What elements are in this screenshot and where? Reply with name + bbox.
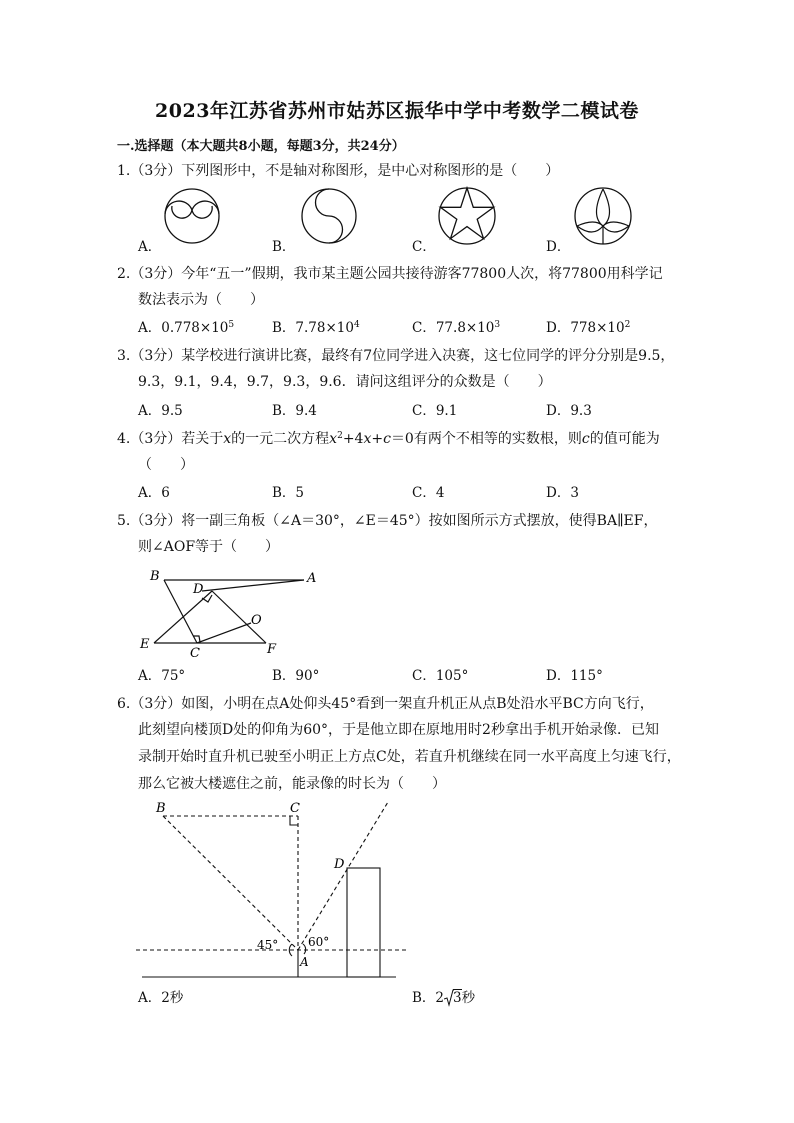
- question-4-line-2: （ ）: [138, 457, 194, 473]
- fig5-label-d: D: [193, 582, 204, 597]
- q5-option-b[interactable]: B．90°: [272, 668, 320, 684]
- q1-option-b[interactable]: B．: [272, 239, 296, 255]
- question-6-line-2: 此刻望向楼顶D处的仰角为60°，于是他立即在原地用时2秒拿出手机开始录像．已知: [138, 722, 659, 738]
- question-4-line-1: 4.（3分）若关于x的一元二次方程$x^2+4x+c=0$有两个不相等的实数根，则c的值可能为: [117, 431, 660, 447]
- q5-option-c[interactable]: C．105°: [412, 668, 469, 684]
- q4-option-d[interactable]: D．3: [546, 485, 579, 501]
- fig6-label-b: B: [156, 801, 166, 816]
- fig6-label-a: A: [300, 955, 309, 969]
- q6-option-a[interactable]: A．2秒: [138, 990, 184, 1006]
- question-1-figures: [150, 188, 650, 248]
- figure-c: [439, 188, 495, 244]
- fig6-label-c: C: [290, 801, 300, 816]
- figure-a: [165, 189, 219, 243]
- q6-option-b[interactable]: B．2 3秒: [412, 990, 476, 1006]
- q3-option-a[interactable]: A．9.5: [138, 403, 183, 419]
- question-3-line-1: 3.（3分）某学校进行演讲比赛，最终有7位同学进入决赛，这七位同学的评分分别是9.5，: [117, 348, 675, 364]
- question-6-line-4: 那么它被大楼遮住之前，能录像的时长为（ ）: [138, 776, 446, 792]
- q2-option-c[interactable]: C．$77.8\times 10^3$: [412, 320, 501, 336]
- q4-option-b[interactable]: B．5: [272, 485, 305, 501]
- q1-option-d[interactable]: D．: [546, 239, 571, 255]
- q2-option-b[interactable]: B．$7.78\times 10^4$: [272, 320, 360, 336]
- question-6-line-3: 录制开始时直升机已驶至小明正上方点C处，若直升机继续在同一水平高度上匀速飞行，: [138, 749, 681, 765]
- section-heading: 一.选择题（本大题共8小题，每题3分，共24分）: [117, 139, 405, 154]
- q3-option-b[interactable]: B．9.4: [272, 403, 317, 419]
- question-2-line-2: 数法表示为（ ）: [138, 292, 264, 308]
- fig5-label-f: F: [267, 642, 277, 657]
- fig5-label-b: B: [150, 569, 160, 584]
- fig6-angle-60: 60°: [308, 935, 330, 949]
- fig5-label-c: C: [190, 646, 200, 661]
- q3-option-d[interactable]: D．9.3: [546, 403, 592, 419]
- q5-option-d[interactable]: D．115°: [546, 668, 603, 684]
- fig5-label-o: O: [251, 613, 262, 628]
- question-5-figure: [136, 564, 326, 660]
- question-6-line-1: 6.（3分）如图，小明在点A处仰头45°看到一架直升机正从点B处沿水平BC方向飞行，: [117, 696, 654, 712]
- sqrt-symbol-icon: [444, 989, 454, 1007]
- page-title: 2023年江苏省苏州市姑苏区振华中学中考数学二模试卷: [155, 100, 639, 122]
- q2-option-a[interactable]: A．$0.778\times 10^5$: [138, 320, 235, 336]
- q4-option-a[interactable]: A．6: [138, 485, 170, 501]
- question-6-figure: [136, 798, 426, 983]
- question-2-line-1: 2.（3分）今年“五一”假期，我市某主题公园共接待游客77800人次，将77800用科学记: [117, 266, 663, 282]
- fig5-label-e: E: [140, 637, 150, 652]
- q1-option-c[interactable]: C．: [412, 239, 436, 255]
- question-5-line-1: 5.（3分）将一副三角板（∠A＝30°，∠E＝45°）按如图所示方式摆放，使得BA∥EF，: [117, 513, 658, 529]
- q5-option-a[interactable]: A．75°: [138, 668, 186, 684]
- question-1-stem: 1.（3分）下列图形中，不是轴对称图形，是中心对称图形的是（ ）: [117, 163, 560, 179]
- fig6-angle-45: 45°: [257, 938, 279, 952]
- q4-option-c[interactable]: C．4: [412, 485, 445, 501]
- question-3-line-2: 9.3，9.1，9.4，9.7，9.3，9.6．请问这组评分的众数是（ ）: [138, 374, 552, 390]
- q3-option-c[interactable]: C．9.1: [412, 403, 458, 419]
- fig5-label-a: A: [307, 571, 317, 586]
- q1-option-a[interactable]: A．: [138, 239, 162, 255]
- fig6-label-d: D: [334, 857, 345, 872]
- question-5-line-2: 则∠AOF等于（ ）: [138, 539, 280, 555]
- figure-d: [575, 188, 631, 244]
- q2-option-d[interactable]: D．$778\times 10^2$: [546, 320, 631, 336]
- figure-b: [302, 189, 356, 243]
